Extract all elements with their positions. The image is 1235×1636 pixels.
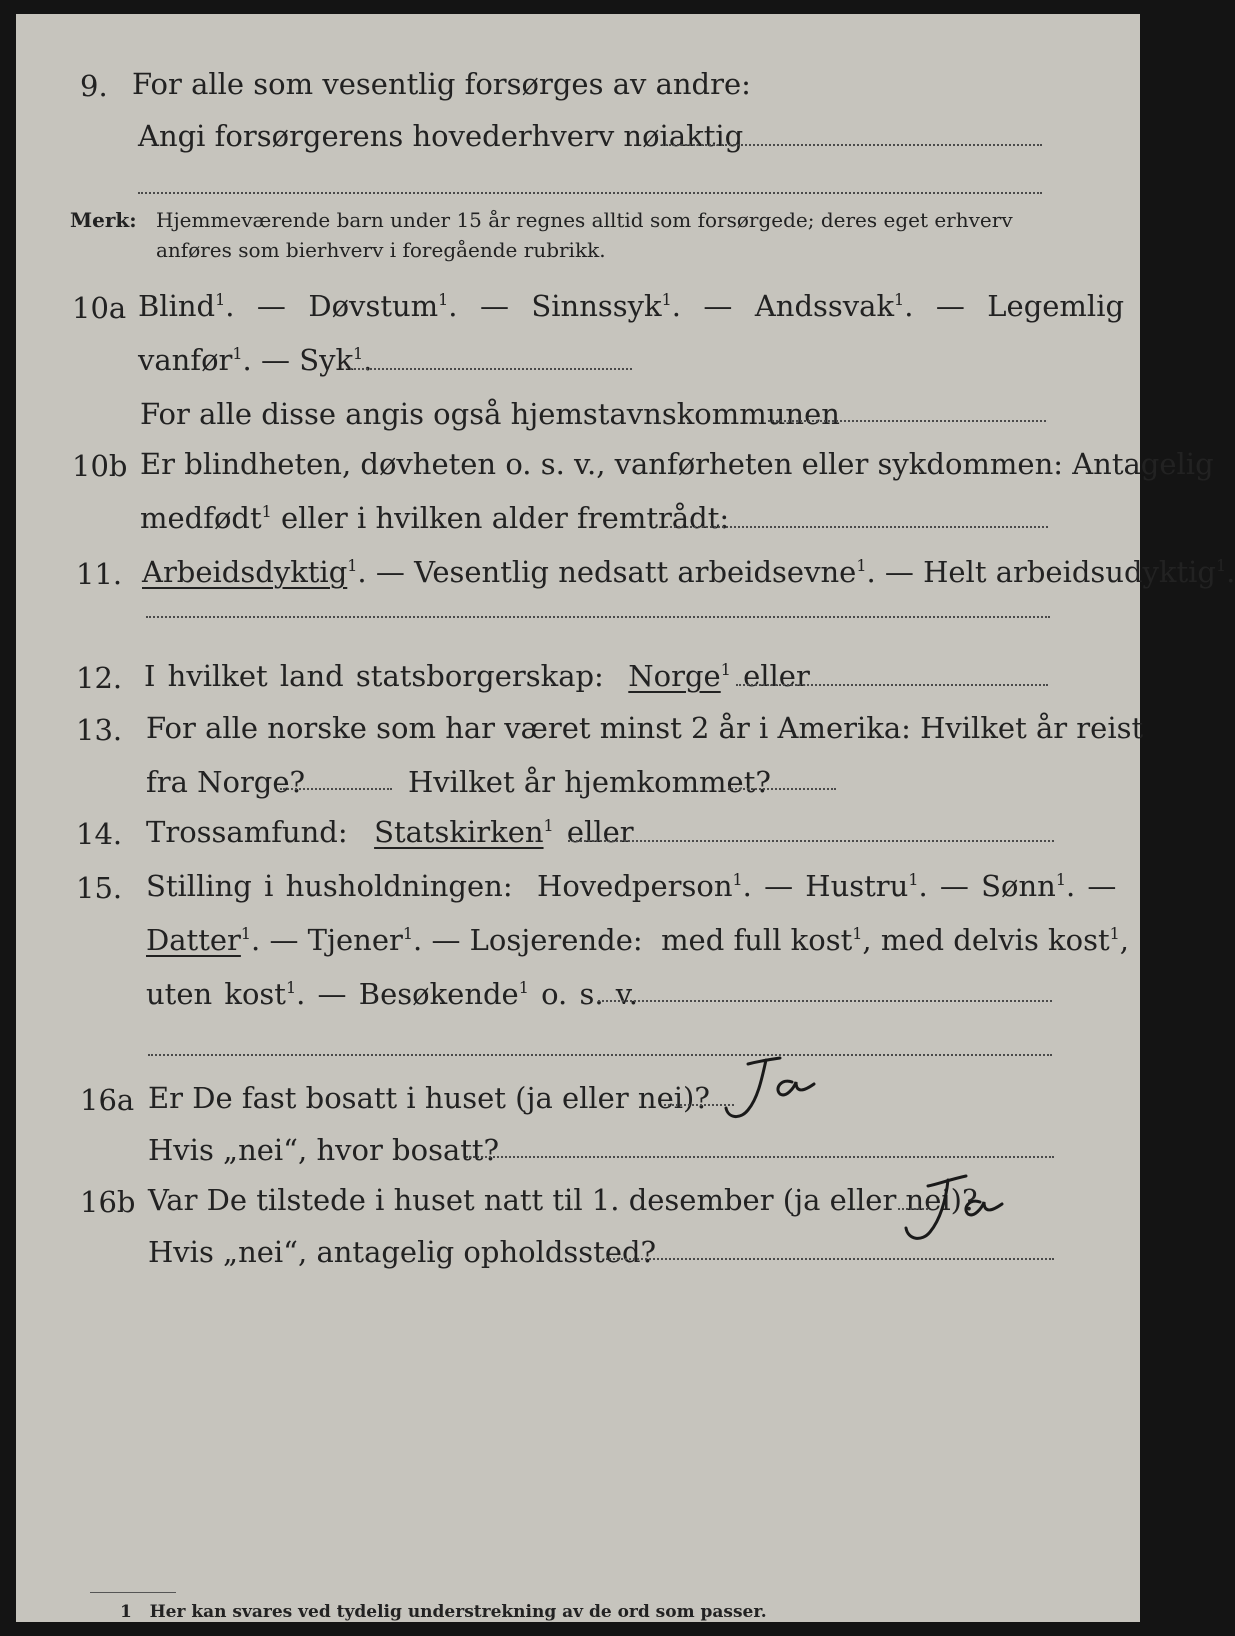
q13-hjem: Hvilket år hjemkommet? xyxy=(408,765,771,799)
question-number: 14. xyxy=(76,817,123,851)
q13-fra: fra Norge? xyxy=(146,765,306,799)
answer-field-q16b-where[interactable] xyxy=(606,1258,1054,1260)
merk-line2: anføres som bierhverv i foregående rubrikk. xyxy=(156,238,606,262)
question-number: 10b xyxy=(72,449,128,483)
answer-field-q11[interactable] xyxy=(146,616,1050,618)
q11-line1: Arbeidsdyktig$^1$. — Vesentlig nedsatt arbeidsevne$^1$. — Helt arbeidsudyktig$^1$. xyxy=(142,555,1235,589)
answer-field-q14[interactable] xyxy=(568,840,1054,842)
merk-label: Merk: xyxy=(70,208,137,232)
question-number: 12. xyxy=(76,661,123,695)
question-number: 13. xyxy=(76,713,123,747)
question-number: 15. xyxy=(76,871,123,905)
q10a-line1: Blind$^1$. — Døvstum$^1$. — Sinnssyk$^1$. — Andssvak$^1$. — Legemlig xyxy=(138,289,1125,323)
handwritten-answer-ja xyxy=(882,1164,1012,1250)
q13-line1: For alle norske som har været minst 2 år i Amerika: Hvilket år reist xyxy=(146,711,1144,745)
q16a-line1: Er De fast bosatt i huset (ja eller nei)? xyxy=(148,1081,710,1115)
handwritten-answer-ja xyxy=(696,1048,826,1128)
footnote xyxy=(120,1604,767,1621)
underlined-answer: Norge xyxy=(628,659,721,693)
answer-field-reist[interactable] xyxy=(280,788,392,790)
question-number: 16b xyxy=(80,1185,136,1219)
q15-line2: Datter$^1$. — Tjener$^1$. — Losjerende: med full kost$^1$, med delvis kost$^1$, xyxy=(146,923,1129,957)
question-number: 9. xyxy=(80,69,108,103)
merk-line1: Hjemmeværende barn under 15 år regnes alltid som forsørgede; deres eget erhverv xyxy=(156,208,1013,232)
q9-line2: Angi forsørgerens hovederhverv nøiaktig xyxy=(138,119,744,153)
underlined-answer: Arbeidsdyktig xyxy=(142,555,348,589)
q16b-line1: Var De tilstede i huset natt til 1. desember (ja eller nei)? xyxy=(148,1183,978,1217)
q10a-line2: vanfør$^1$. — Syk$^1$. xyxy=(138,343,373,377)
q15-line1: Stilling i husholdningen: Hovedperson$^1$. — Hustru$^1$. — Sønn$^1$. — xyxy=(146,869,1117,903)
q12-line: I hvilket land statsborgerskap: Norge$^1$ eller xyxy=(144,659,810,693)
q15-line3: uten kost$^1$. — Besøkende$^1$ o. s. v. xyxy=(146,977,638,1011)
footnote-text: Her kan svares ved tydelig understrekning av de ord som passer. xyxy=(149,1602,767,1622)
answer-field-q12[interactable] xyxy=(736,684,1048,686)
answer-field-q9[interactable] xyxy=(662,144,1042,146)
q16a-line2: Hvis „nei“, hvor bosatt? xyxy=(148,1133,500,1167)
q16b-line2: Hvis „nei“, antagelig opholdssted? xyxy=(148,1235,657,1269)
underlined-answer: Statskirken xyxy=(374,815,544,849)
q10b-line2: medfødt$^1$ eller i hvilken alder fremtrådt: xyxy=(140,501,730,535)
q9-line1: For alle som vesentlig forsørges av andre: xyxy=(132,67,751,101)
underlined-answer: Datter xyxy=(146,923,241,957)
answer-field-hjemkommet[interactable] xyxy=(728,788,836,790)
footnote-rule xyxy=(90,1592,176,1593)
question-number: 11. xyxy=(76,557,123,591)
svg-text:Ja: Ja xyxy=(882,1164,883,1165)
q10a-line3: For alle disse angis også hjemstavnskommunen xyxy=(140,397,840,431)
answer-field-q15-cont[interactable] xyxy=(148,1054,1052,1056)
footnote-mark: 1 xyxy=(120,1602,132,1622)
question-number: 16a xyxy=(80,1083,135,1117)
answer-field-q10b[interactable] xyxy=(666,526,1048,528)
q14-line: Trossamfund: Statskirken$^1$ eller xyxy=(146,815,634,849)
answer-field-q16a-where[interactable] xyxy=(466,1156,1054,1158)
q10b-line1: Er blindheten, døvheten o. s. v., vanførheten eller sykdommen: Antagelig xyxy=(140,447,1214,481)
census-form-page xyxy=(16,14,1235,1622)
answer-field-q10a[interactable] xyxy=(350,368,632,370)
answer-field-q15[interactable] xyxy=(598,1000,1052,1002)
svg-text:Ja: Ja xyxy=(696,1048,697,1049)
question-number: 10a xyxy=(72,291,127,325)
answer-field-q9-cont[interactable] xyxy=(138,192,1042,194)
answer-field-hjemstavn[interactable] xyxy=(768,420,1046,422)
